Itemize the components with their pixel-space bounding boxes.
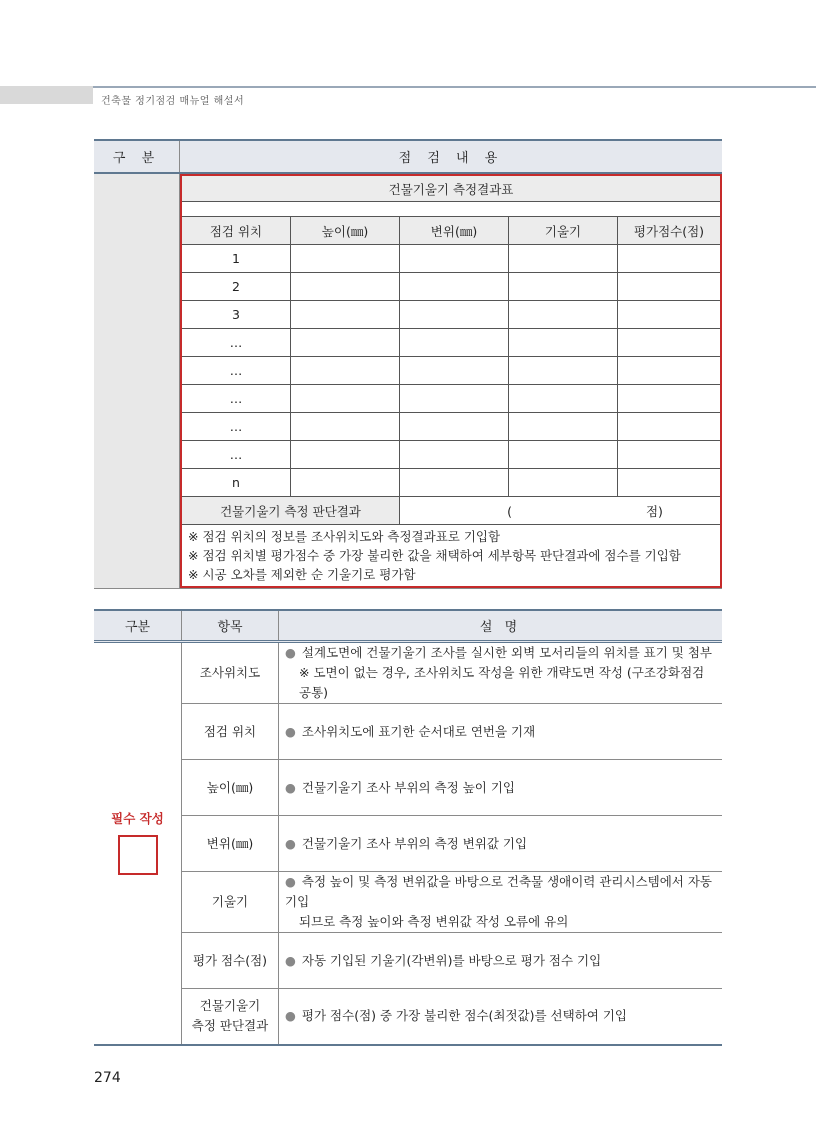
bullet-icon: ● [285,952,296,968]
tilt-input[interactable] [509,273,618,301]
col-content-header: 점 검 내 용 [180,140,723,173]
item-label: 높이(㎜) [182,760,279,816]
row-label: n [181,469,291,497]
note-line: ※ 점검 위치별 평가점수 중 가장 불리한 값을 채택하여 세부항목 판단결과에 점수를 기입함 [188,548,681,563]
required-group-cell [94,642,182,1045]
score-input[interactable] [618,469,722,497]
bullet-icon: ● [285,835,296,851]
item-description [279,704,723,760]
inspection-content-table [94,139,722,589]
item-description [279,872,723,933]
score-input[interactable] [618,441,722,469]
row-label: 1 [181,245,291,273]
item-label: 조사위치도 [182,642,279,704]
displacement-input[interactable] [400,413,509,441]
form-title: 건물기울기 측정결과표 [181,175,721,202]
bullet-icon: ● [285,645,296,660]
desc-subtext: ※ 도면이 없는 경우, 조사위치도 작성을 위한 개략도면 작성 (구조강화점검 공통) [299,665,705,700]
table-row [181,245,721,273]
height-input[interactable] [291,469,400,497]
score-input[interactable] [618,357,722,385]
category-cell [94,173,180,589]
item-label-line1: 건물기울기 [199,998,261,1014]
score-input[interactable] [618,301,722,329]
table-row [94,989,722,1045]
col-desc-header: 설 명 [279,610,723,642]
col-group-header: 구분 [94,610,182,642]
row-label: … [181,413,291,441]
displacement-input[interactable] [400,385,509,413]
tilt-input[interactable] [509,385,618,413]
desc-text: 측정 높이 및 측정 변위값을 바탕으로 건축물 생애이력 관리시스템에서 자동 기입 [285,874,713,909]
height-input[interactable] [291,357,400,385]
bullet-icon: ● [285,723,296,739]
result-label: 건물기울기 측정 판단결과 [181,497,400,525]
bullet-icon: ● [285,779,296,795]
result-unit: 점) [645,503,663,519]
head-score: 평가점수(점) [618,217,722,245]
required-checkbox[interactable] [118,835,158,875]
head-position: 점검 위치 [181,217,291,245]
table-row [94,872,722,933]
bullet-icon: ● [285,874,296,889]
desc-text: 조사위치도에 표기한 순서대로 연번을 기재 [301,723,536,739]
desc-text: 자동 기입된 기울기(각변위)를 바탕으로 평가 점수 기입 [301,952,602,968]
displacement-input[interactable] [400,329,509,357]
item-label [182,989,279,1045]
item-label: 변위(㎜) [182,816,279,872]
row-label: … [181,329,291,357]
table-row [181,301,721,329]
table-row [181,273,721,301]
table-row [181,329,721,357]
item-description [279,642,723,704]
table-row [181,413,721,441]
item-description [279,933,723,989]
height-input[interactable] [291,301,400,329]
table-row [181,385,721,413]
table-row [94,816,722,872]
item-description [279,989,723,1045]
description-table [94,609,722,1046]
displacement-input[interactable] [400,273,509,301]
score-input[interactable] [618,273,722,301]
tilt-input[interactable] [509,245,618,273]
item-description [279,816,723,872]
table-row [181,469,721,497]
result-open-paren: ( [507,503,512,519]
result-value[interactable] [400,497,722,525]
bullet-icon: ● [285,1008,296,1024]
tilt-input[interactable] [509,357,618,385]
displacement-input[interactable] [400,469,509,497]
row-label: … [181,385,291,413]
table-row [181,441,721,469]
tilt-input[interactable] [509,469,618,497]
head-height: 높이(㎜) [291,217,400,245]
col-item-header: 항목 [182,610,279,642]
height-input[interactable] [291,413,400,441]
item-label: 평가 점수(점) [182,933,279,989]
score-input[interactable] [618,385,722,413]
head-tilt: 기울기 [509,217,618,245]
page-number: 274 [94,1070,121,1086]
score-input[interactable] [618,413,722,441]
blank-row [181,202,721,217]
tilt-input[interactable] [509,329,618,357]
note-line: ※ 시공 오차를 제외한 순 기울기로 평가함 [188,567,416,582]
desc-text: 건물기울기 조사 부위의 측정 변위값 기입 [301,835,528,851]
displacement-input[interactable] [400,301,509,329]
item-label: 점검 위치 [182,704,279,760]
table-row [94,933,722,989]
item-label-line2: 측정 판단결과 [191,1018,269,1034]
height-input[interactable] [291,245,400,273]
head-displacement: 변위(㎜) [400,217,509,245]
item-label: 기울기 [182,872,279,933]
row-label: … [181,441,291,469]
table-row [94,704,722,760]
tilt-input[interactable] [509,301,618,329]
height-input[interactable] [291,385,400,413]
required-label: 필수 작성 [111,810,164,826]
displacement-input[interactable] [400,357,509,385]
item-description [279,760,723,816]
desc-subtext: 되므로 측정 높이와 측정 변위값 작성 오류에 유의 [299,914,569,929]
row-label: 3 [181,301,291,329]
height-input[interactable] [291,329,400,357]
table-row [94,760,722,816]
row-label: 2 [181,273,291,301]
displacement-input[interactable] [400,245,509,273]
height-input[interactable] [291,273,400,301]
displacement-input[interactable] [400,441,509,469]
desc-text: 건물기울기 조사 부위의 측정 높이 기입 [301,779,515,795]
header-tab-block [0,86,93,104]
height-input[interactable] [291,441,400,469]
table-row [94,642,722,704]
tilt-input[interactable] [509,441,618,469]
tilt-input[interactable] [509,413,618,441]
content-cell [180,173,723,589]
score-input[interactable] [618,245,722,273]
row-label: … [181,357,291,385]
score-input[interactable] [618,329,722,357]
desc-text: 설계도면에 건물기울기 조사를 실시한 외벽 모서리들의 위치를 표기 및 첨부 [301,645,713,660]
desc-text: 평가 점수(점) 중 가장 불리한 점수(최젓값)를 선택하여 기입 [301,1008,627,1024]
note-line: ※ 점검 위치의 정보를 조사위치도와 측정결과표로 기입함 [188,529,501,544]
running-header: 건축물 정기점검 매뉴얼 해설서 [101,96,245,107]
measurement-form [180,174,722,588]
form-notes [181,525,721,588]
table-row [181,357,721,385]
header-rule [93,86,816,88]
col-category-header: 구 분 [94,140,180,173]
